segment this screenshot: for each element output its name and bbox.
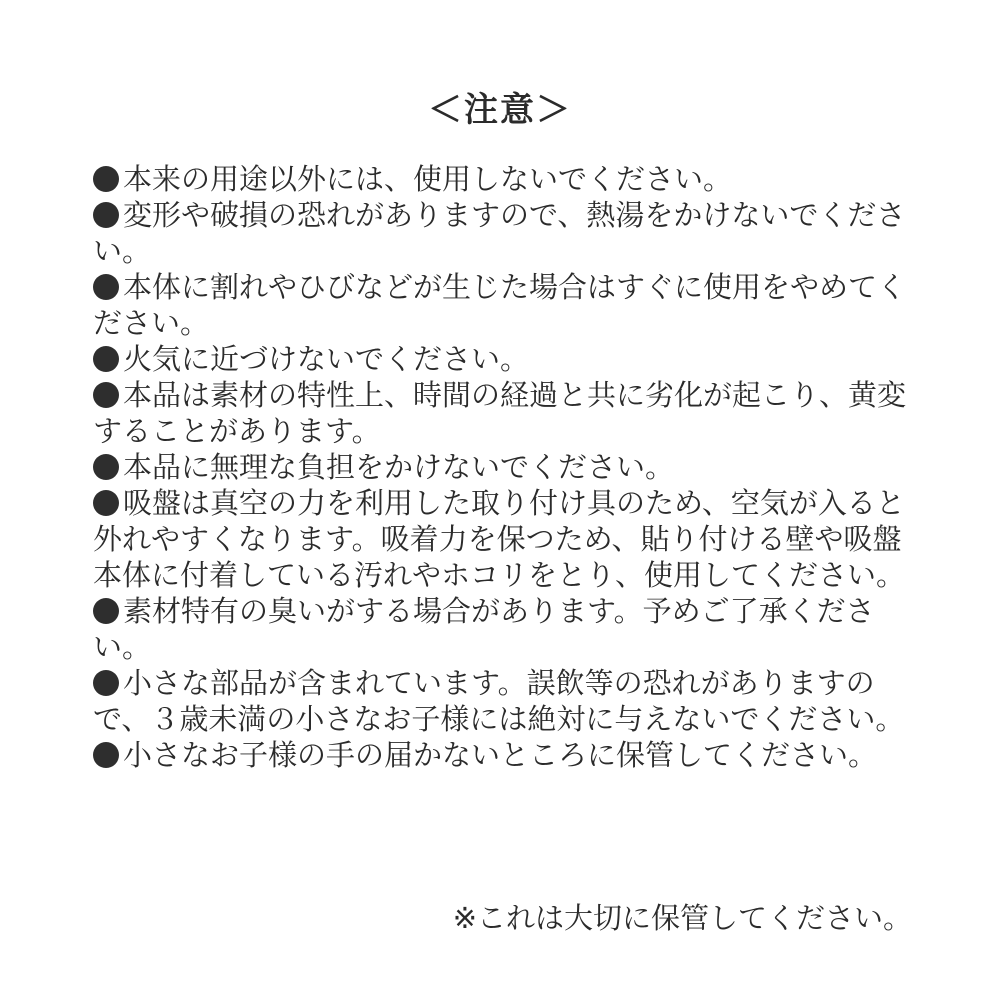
bullet-icon [93, 274, 119, 300]
caution-text: 小さなお子様の手の届かないところに保管してください。 [123, 738, 878, 772]
caution-item [93, 737, 915, 773]
caution-item [93, 161, 915, 197]
bullet-icon [93, 202, 119, 228]
caution-text: 素材特有の臭いがする場合があります。予めご了承ください。 [93, 594, 875, 664]
caution-text: 本品は素材の特性上、時間の経過と共に劣化が起こり、黄変することがあります。 [93, 378, 907, 448]
caution-text: 本来の用途以外には、使用しないでください。 [123, 162, 733, 196]
caution-item [93, 341, 915, 377]
bullet-icon [93, 382, 119, 408]
bullet-icon [93, 742, 119, 768]
caution-item [93, 197, 915, 269]
caution-item [93, 665, 915, 737]
caution-text: 火気に近づけないでください。 [123, 342, 530, 376]
caution-item [93, 593, 915, 665]
bullet-icon [93, 166, 119, 192]
caution-text: 変形や破損の恐れがありますので、熱湯をかけないでください。 [93, 198, 906, 268]
caution-list [93, 161, 915, 773]
caution-item [93, 485, 915, 593]
storage-note: ※これは大切に保管してください。 [452, 901, 912, 935]
caution-item [93, 269, 915, 341]
caution-text: 吸盤は真空の力を利用した取り付け具のため、空気が入ると外れやすくなります。吸着力を保つため、貼り付ける壁や吸盤本体に付着している汚れやホコリをとり、使用してください。 [93, 486, 906, 592]
bullet-icon [93, 598, 119, 624]
page-title: ＜注意＞ [428, 90, 572, 130]
caution-text: 小さな部品が含まれています。誤飲等の恐れがありますので、３歳未満の小さなお子様には絶対に与えないでください。 [93, 666, 905, 736]
bullet-icon [93, 490, 119, 516]
caution-item [93, 377, 915, 449]
caution-text: 本体に割れやひびなどが生じた場合はすぐに使用をやめてください。 [93, 270, 907, 340]
bullet-icon [93, 346, 119, 372]
bullet-icon [93, 454, 119, 480]
caution-item [93, 449, 915, 485]
bullet-icon [93, 670, 119, 696]
caution-text: 本品に無理な負担をかけないでください。 [123, 450, 675, 484]
